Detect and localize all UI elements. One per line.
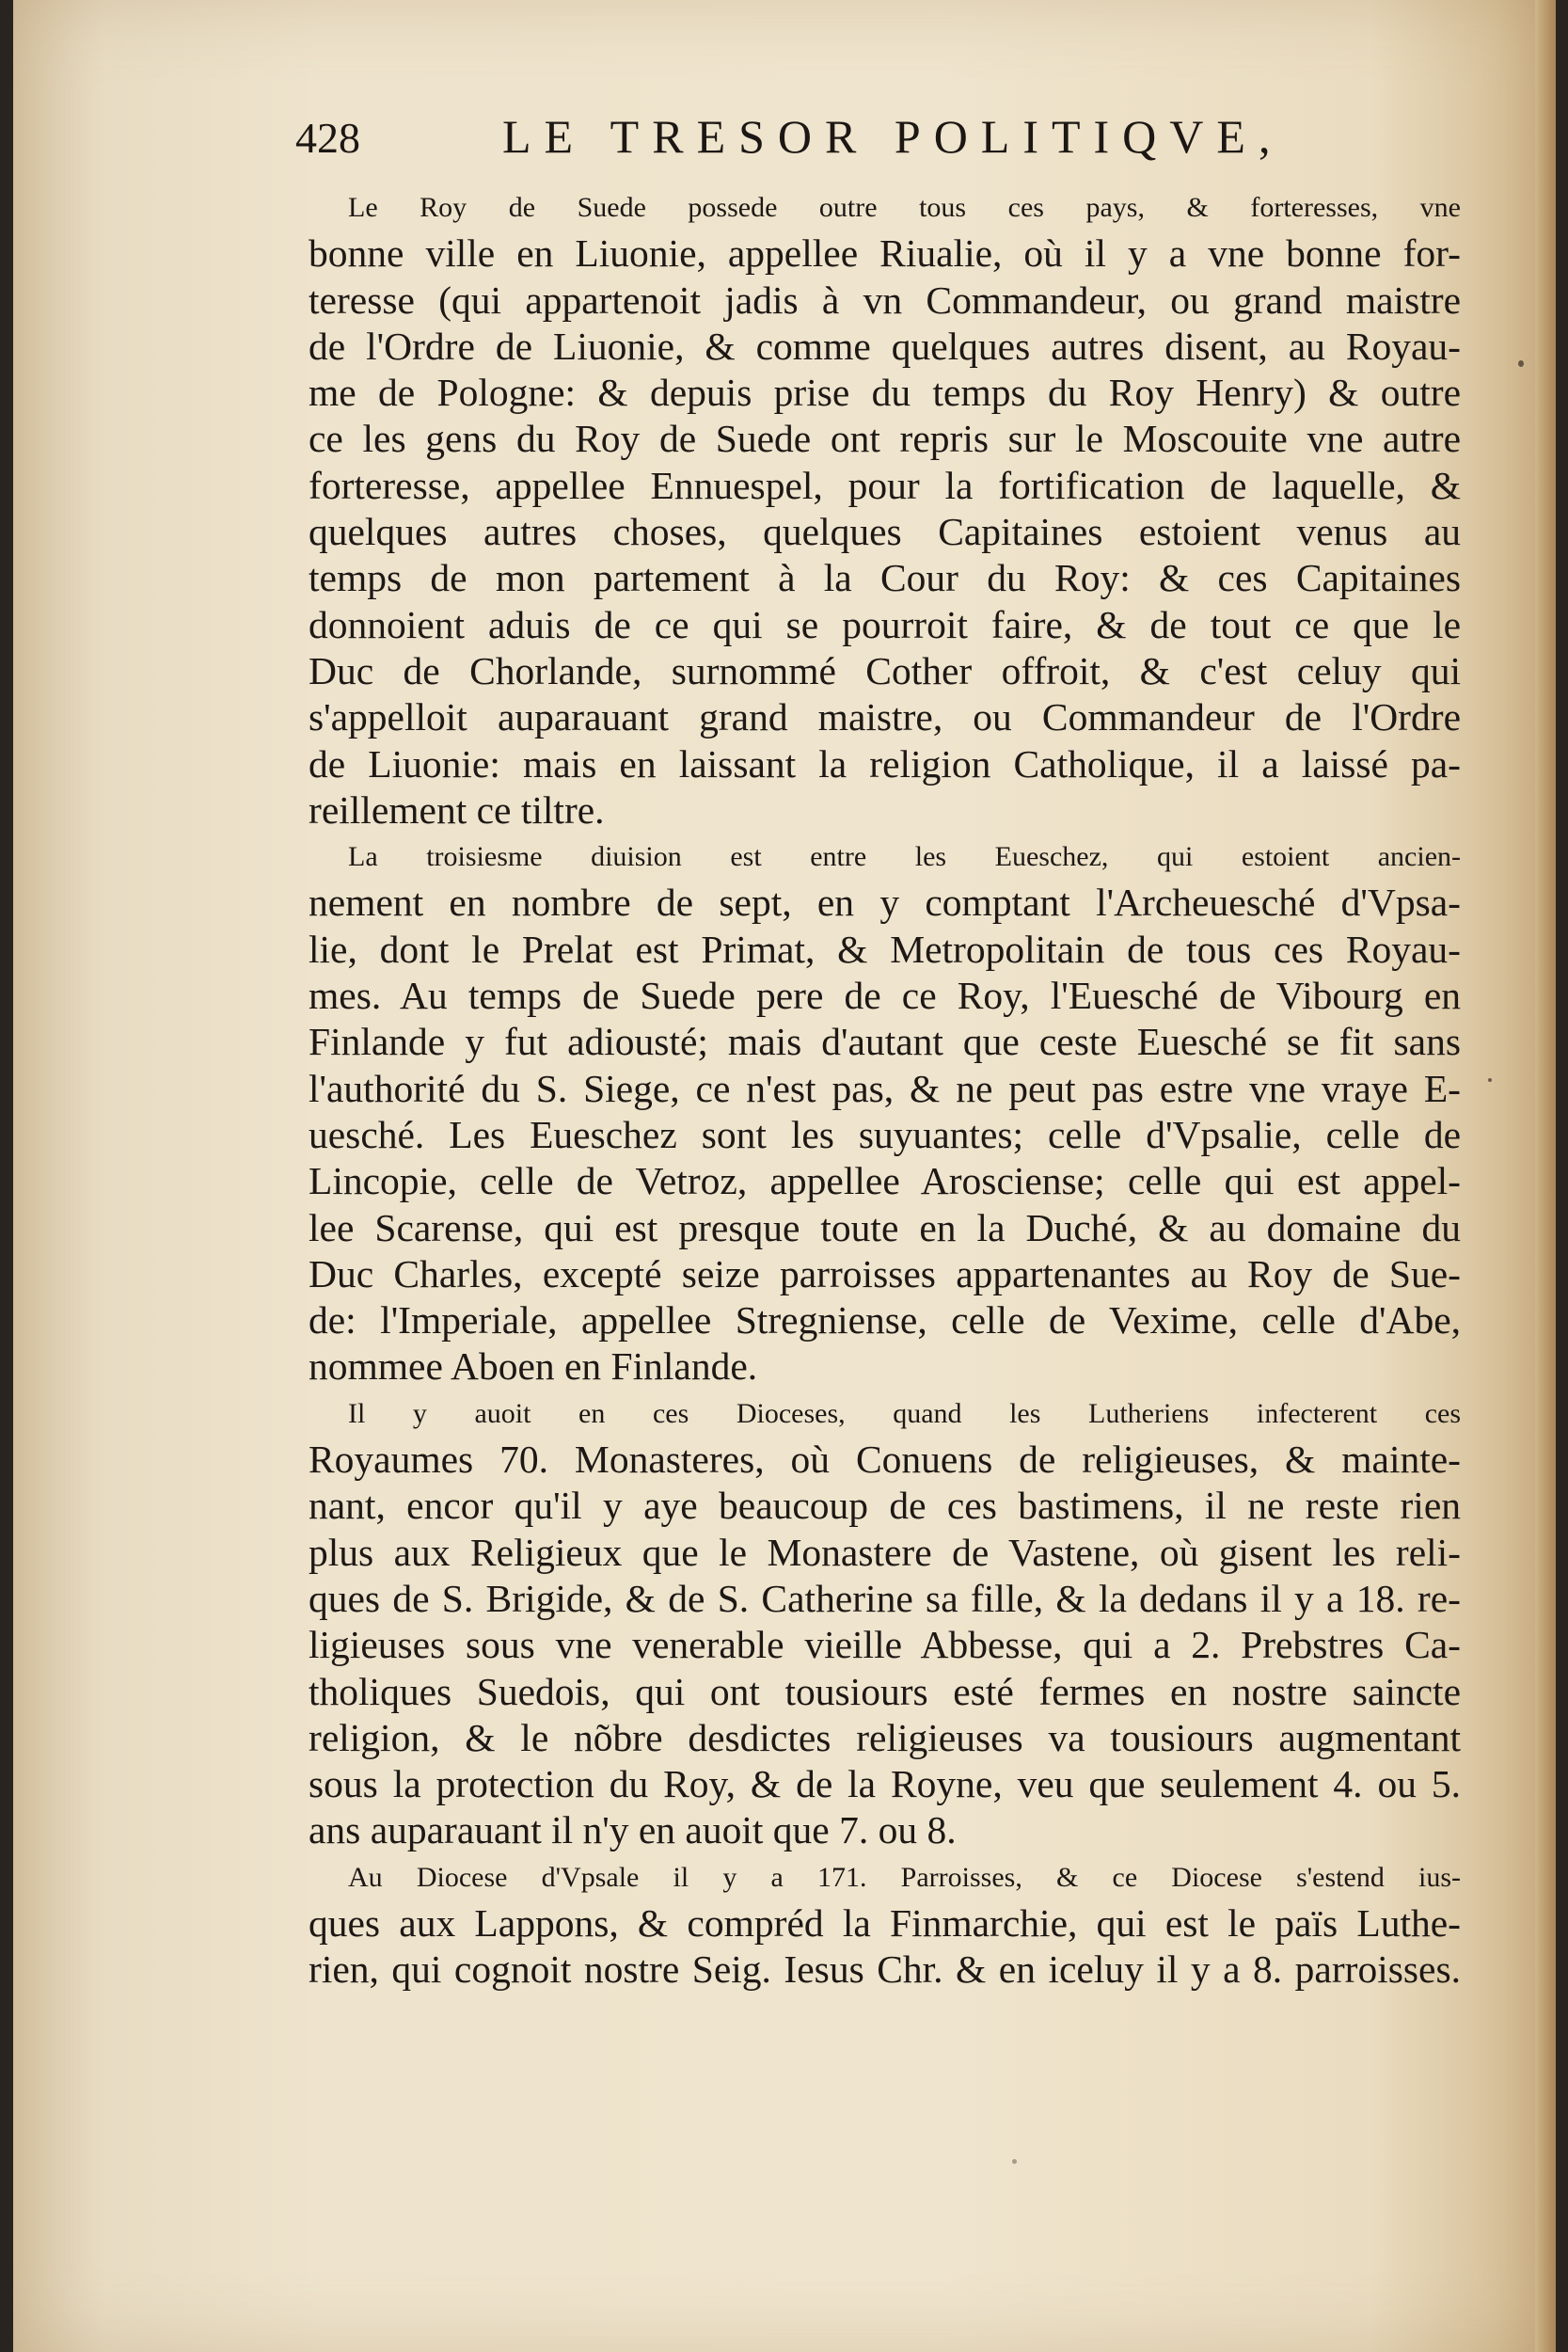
text-line: de l'Ordre de Liuonie, & comme quelques autres disent, au Royau- <box>309 324 1461 368</box>
ink-speck-decoration <box>1488 1078 1492 1082</box>
text-line: nement en nombre de sept, en y comptant l'Archeuesché d'Vpsa- <box>309 881 1461 925</box>
text-line: La troisiesme diuision est entre les Eueschez, qui estoient ancien- <box>348 841 1461 873</box>
text-line: l'authorité du S. Siege, ce n'est pas, & ne peut pas estre vne vraye E- <box>309 1066 1461 1110</box>
paragraph-2 <box>309 834 1461 1391</box>
text-line: ques aux Lappons, & compréd la Finmarchie, qui est le païs Luthe- <box>309 1900 1461 1945</box>
text-line: temps de mon partement à la Cour du Roy: & ces Capitaines <box>309 556 1461 600</box>
text-line: lee Scarense, qui est presque toute en la Duché, & au domaine du <box>309 1205 1461 1249</box>
text-line: Lincopie, celle de Vetroz, appellee Arosciense; celle qui est appel- <box>309 1159 1461 1203</box>
text-line: ce les gens du Roy de Suede ont repris sur le Moscouite vne autre <box>309 417 1461 461</box>
text-line: me de Pologne: & depuis prise du temps du Roy Henry) & outre <box>309 371 1461 415</box>
text-line: rien, qui cognoit nostre Seig. Iesus Chr. & en iceluy il y a 8. parroisses. <box>309 1947 1461 1992</box>
text-line: forteresse, appellee Ennuespel, pour la fortification de laquelle, & <box>309 463 1461 507</box>
text-line: Duc de Chorlande, surnommé Cother offroit, & c'est celuy qui <box>309 648 1461 692</box>
page-number: 428 <box>295 114 360 162</box>
text-line: sous la protection du Roy, & de la Royne, veu que seulement 4. ou 5. <box>309 1762 1461 1806</box>
text-line: bonne ville en Liuonie, appellee Riualie, où il y a vne bonne for- <box>309 231 1461 276</box>
text-line: Il y auoit en ces Dioceses, quand les Lutheriens infecterent ces <box>348 1397 1461 1429</box>
text-line: tholiques Suedois, qui ont tousiours esté fermes en nostre saincte <box>309 1669 1461 1713</box>
text-line: nommee Aboen en Finlande. <box>309 1344 758 1389</box>
text-line: Duc Charles, excepté seize parroisses appartenantes au Roy de Sue- <box>309 1251 1461 1295</box>
paragraph-3 <box>309 1391 1461 1854</box>
text-line: ans auparauant il n'y en auoit que 7. ou 8. <box>309 1808 957 1852</box>
page-edge <box>1535 0 1556 2352</box>
body-text <box>309 184 1461 1994</box>
running-title: LE TRESOR POLITIQVE, <box>502 110 1284 163</box>
text-line: quelques autres choses, quelques Capitaines estoient venus au <box>309 510 1461 554</box>
book-page <box>13 0 1556 2352</box>
paragraph-4 <box>309 1854 1461 1994</box>
text-line: lie, dont le Prelat est Primat, & Metropolitain de tous ces Royau- <box>309 927 1461 971</box>
text-line: reillement ce tiltre. <box>309 787 605 832</box>
text-line: Au Diocese d'Vpsale il y a 171. Parroisses, & ce Diocese s'estend ius- <box>348 1861 1461 1893</box>
ink-speck-decoration <box>1012 2159 1017 2164</box>
text-line: ligieuses sous vne venerable vieille Abbesse, qui a 2. Prebstres Ca- <box>309 1623 1461 1667</box>
ink-speck-decoration <box>1518 360 1524 367</box>
text-line: religion, & le nõbre desdictes religieuses va tousiours augmentant <box>309 1715 1461 1759</box>
text-line: ques de S. Brigide, & de S. Catherine sa fille, & la dedans il y a 18. re- <box>309 1576 1461 1620</box>
text-line: Le Roy de Suede possede outre tous ces pays, & forteresses, vne <box>348 192 1461 223</box>
text-line: plus aux Religieux que le Monastere de Vastene, où gisent les reli- <box>309 1530 1461 1574</box>
text-line: mes. Au temps de Suede pere de ce Roy, l'Euesché de Vibourg en <box>309 974 1461 1018</box>
text-line: teresse (qui appartenoit jadis à vn Commandeur, ou grand maistre <box>309 278 1461 322</box>
text-line: Royaumes 70. Monasteres, où Conuens de religieuses, & mainte- <box>309 1438 1461 1482</box>
text-line: nant, encor qu'il y aye beaucoup de ces bastimens, il ne reste rien <box>309 1484 1461 1528</box>
text-line: de Liuonie: mais en laissant la religion Catholique, il a laissé pa- <box>309 741 1461 786</box>
text-line: donnoient aduis de ce qui se pourroit faire, & de tout ce que le <box>309 602 1461 646</box>
text-line: uesché. Les Eueschez sont les suyuantes; celle d'Vpsalie, celle de <box>309 1112 1461 1156</box>
page-header <box>295 105 1349 171</box>
paragraph-1 <box>309 184 1461 834</box>
text-line: s'appelloit auparauant grand maistre, ou Commandeur de l'Ordre <box>309 695 1461 739</box>
text-line: Finlande y fut adiousté; mais d'autant que ceste Euesché se fit sans <box>309 1020 1461 1064</box>
text-line: de: l'Imperiale, appellee Stregniense, celle de Vexime, celle d'Abe, <box>309 1298 1461 1343</box>
